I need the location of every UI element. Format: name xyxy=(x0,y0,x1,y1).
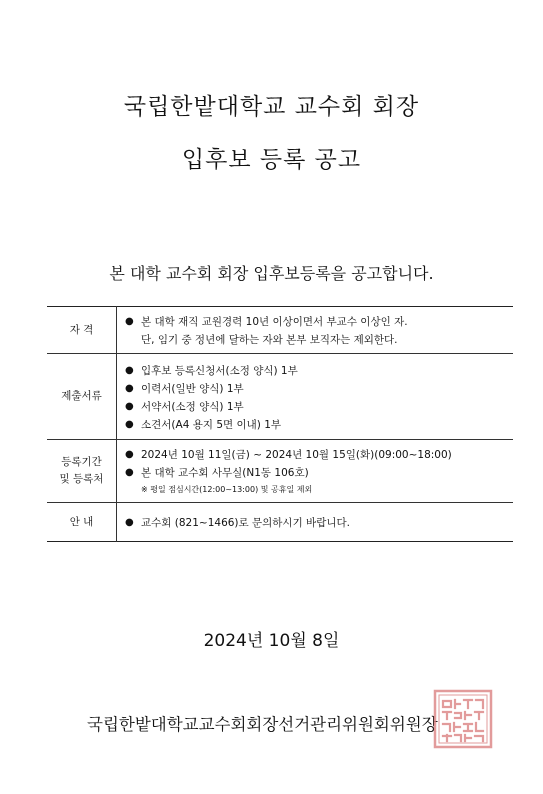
table-row-contact xyxy=(47,503,513,542)
issuer-name: 국립한밭대학교교수회회장선거관리위원회위원장 xyxy=(87,715,438,734)
bullet-icon: ● xyxy=(125,449,134,460)
official-seal-icon xyxy=(433,689,493,749)
item-text: 소견서(A4 용지 5면 이내) 1부 xyxy=(141,418,282,431)
list-item xyxy=(125,313,513,331)
announcement-date: 2024년 10월 8일 xyxy=(203,631,340,651)
table-row-documents xyxy=(47,354,513,440)
intro-text: 본 대학 교수회 회장 입후보등록을 공고합니다. xyxy=(109,264,434,283)
row-content xyxy=(117,354,514,440)
item-text: 입후보 등록신청서(소정 양식) 1부 xyxy=(141,364,298,377)
row-content xyxy=(117,440,514,503)
item-text: 본 대학 교수회 사무실(N1동 106호) xyxy=(141,467,309,479)
table-row-registration xyxy=(47,440,513,503)
row-content xyxy=(117,503,514,542)
item-text: 2024년 10월 11일(금) ~ 2024년 10월 15일(화)(09:00~18:00) xyxy=(141,449,452,461)
bullet-icon: ● xyxy=(125,418,134,430)
item-text: 이력서(일반 양식) 1부 xyxy=(141,382,244,395)
item-note: ※ 평일 점심시간(12:00~13:00) 및 공휴일 제외 xyxy=(141,485,313,494)
title-line-1: 국립한밭대학교 교수회 회장 xyxy=(123,94,420,120)
title-line-2: 입후보 등록 공고 xyxy=(181,147,362,173)
bullet-icon: ● xyxy=(125,467,134,478)
list-item xyxy=(125,514,513,532)
list-item xyxy=(125,362,513,380)
row-label xyxy=(47,440,117,503)
list-item xyxy=(125,464,513,482)
row-label-line-2: 및 등록처 xyxy=(59,473,104,485)
table-row-qualification xyxy=(47,307,513,354)
item-text: 교수회 (821~1466)로 문의하시기 바랍니다. xyxy=(141,517,350,529)
list-item xyxy=(125,398,513,416)
row-content xyxy=(117,307,514,354)
bullet-icon: ● xyxy=(125,400,134,412)
item-text: 서약서(소정 양식) 1부 xyxy=(141,400,244,413)
item-continuation: 단, 임기 중 정년에 달하는 자와 본부 보직자는 제외한다. xyxy=(141,334,398,346)
row-label: 자 격 xyxy=(47,307,117,354)
item-text: 본 대학 재직 교원경력 10년 이상이면서 부교수 이상인 자. xyxy=(141,316,408,328)
info-table xyxy=(47,306,513,542)
row-label: 제출서류 xyxy=(47,354,117,440)
row-label: 안 내 xyxy=(47,503,117,542)
bullet-icon: ● xyxy=(125,316,134,327)
list-item xyxy=(125,380,513,398)
bullet-icon: ● xyxy=(125,517,134,528)
bullet-icon: ● xyxy=(125,382,134,394)
row-label-line-1: 등록기간 xyxy=(61,456,102,468)
list-item xyxy=(125,446,513,464)
bullet-icon: ● xyxy=(125,364,134,376)
list-item xyxy=(125,416,513,434)
